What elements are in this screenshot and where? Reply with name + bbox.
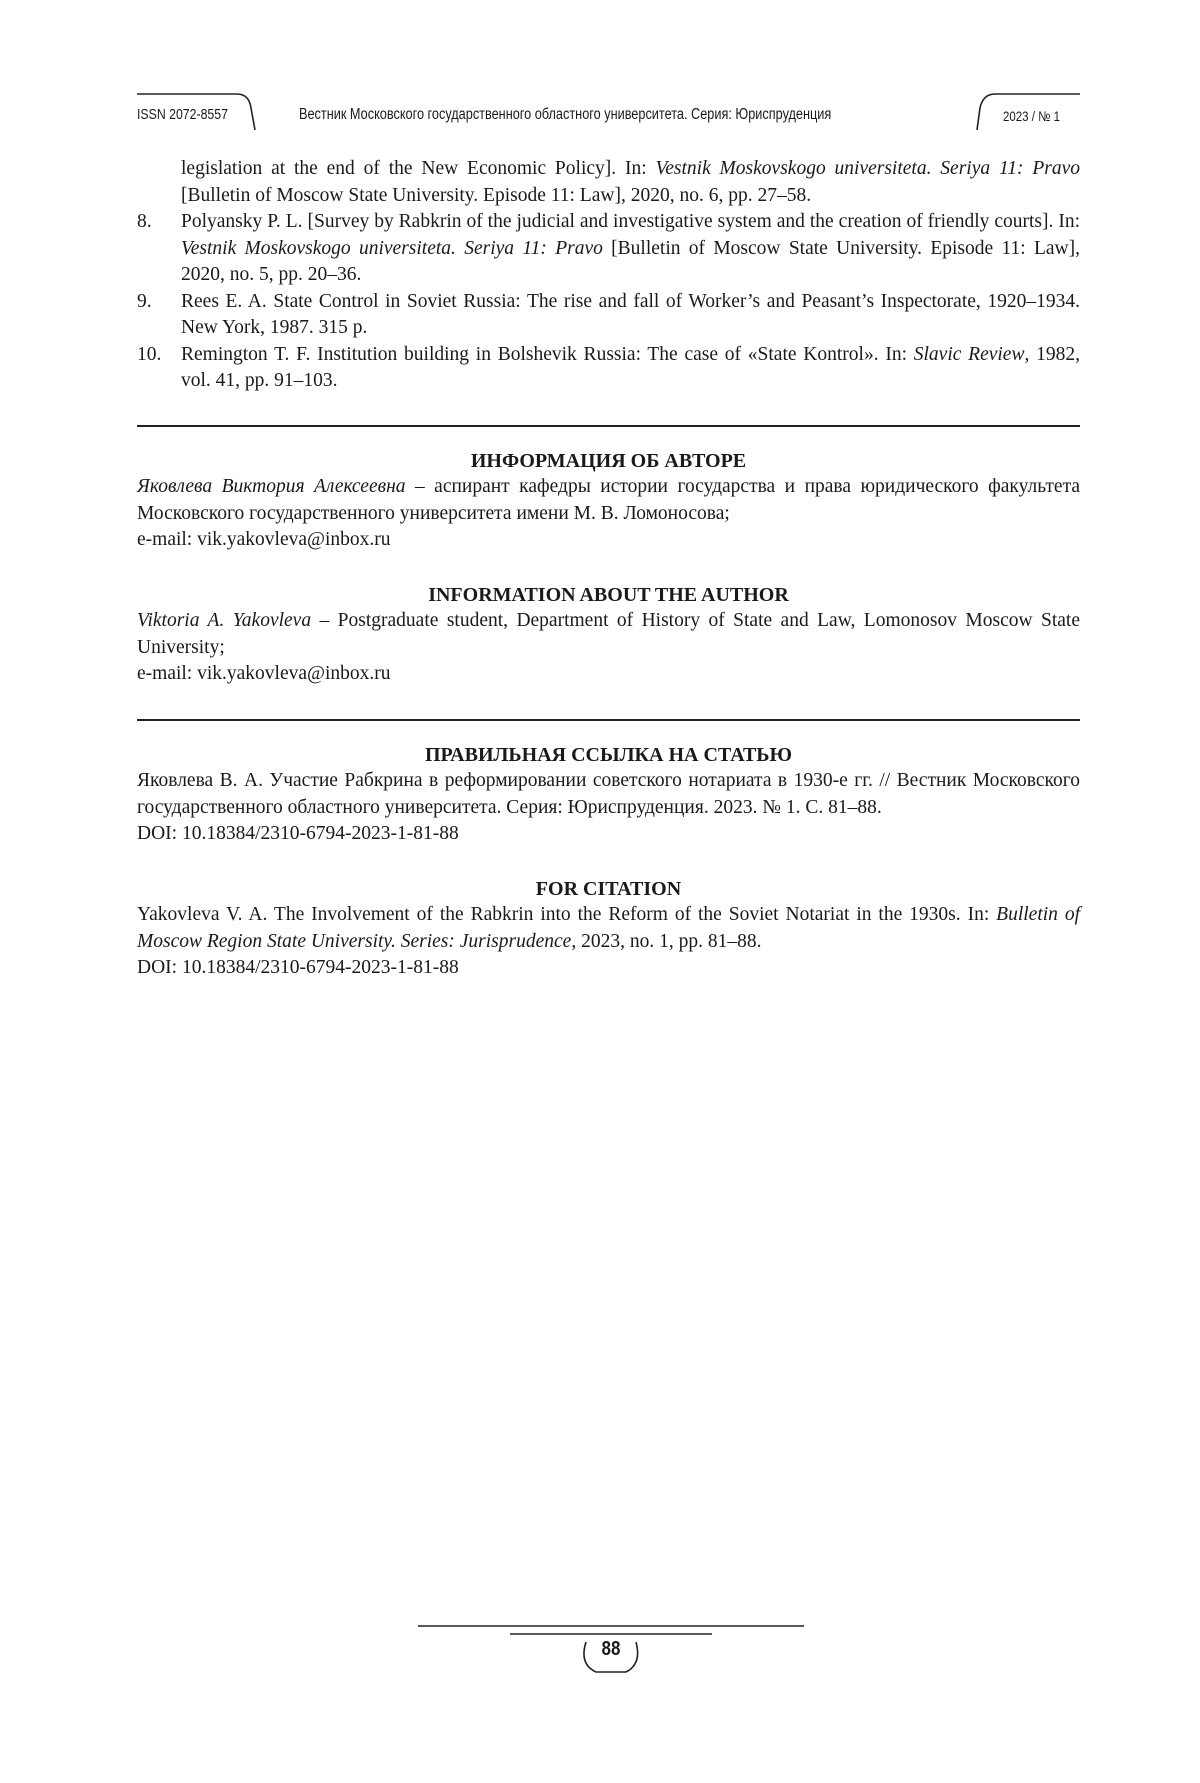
citation-text: Яковлева В. А. Участие Рабкрина в реформировании советского нотариата в 1930-е гг. // Вестник Московского государственного областного университета. Серия: Юриспруденция. 2023. № 1. С. 81–88.	[137, 770, 1080, 818]
journal-title: Вестник Московского государственного областного университета. Серия: Юриспруденция	[299, 106, 832, 123]
reference-continuation	[137, 156, 1080, 209]
ref-italic: Vestnik Moskovskogo universiteta. Seriya 11: Pravo	[181, 237, 603, 259]
running-header	[137, 88, 1080, 140]
author-info-ru	[137, 448, 1080, 554]
citation-ru	[137, 742, 1080, 848]
ref-text: Rees E. A. State Control in Soviet Russia: The rise and fall of Worker’s and Peasant’s Inspectorate, 1920–1934. New York, 1987. 315 p.	[181, 290, 1080, 338]
author-email: e-mail: vik.yakovleva@inbox.ru	[137, 663, 391, 684]
ref-text: legislation at the end of the New Economic Policy]. In:	[181, 158, 656, 179]
citation-en	[137, 876, 1080, 982]
section-title: ПРАВИЛЬНАЯ ССЫЛКА НА СТАТЬЮ	[424, 744, 793, 766]
ref-text: Remington T. F. Institution building in Bolshevik Russia: The case of «State Kontrol». In:	[181, 343, 914, 365]
author-name: Яковлева Виктория Алексеевна	[137, 476, 406, 497]
citation-doi: DOI: 10.18384/2310-6794-2023-1-81-88	[137, 823, 459, 844]
citation-text-part: , 2023, no. 1, pp. 81–88.	[571, 930, 762, 952]
citation-doi: DOI: 10.18384/2310-6794-2023-1-81-88	[137, 957, 459, 978]
ref-text: , 1982, vol. 41, pp. 91–103.	[181, 343, 1080, 391]
reference-item	[137, 342, 1080, 395]
issue-label: 2023 / № 1	[1003, 108, 1061, 124]
author-email: e-mail: vik.yakovleva@inbox.ru	[137, 529, 391, 550]
author-name: Viktoria A. Yakovleva	[137, 610, 312, 631]
author-desc-text: – Postgraduate student, Department of History of State and Law, Lomonosov Moscow State University;	[137, 610, 1080, 658]
citation-text-part: Yakovleva V. A. The Involvement of the Rabkrin into the Reform of the Soviet Notariat in the 1930s. In:	[137, 904, 997, 925]
reference-item	[137, 289, 1080, 342]
author-description	[137, 608, 1080, 661]
page-footer	[416, 1620, 806, 1680]
reference-list	[137, 156, 1080, 395]
page-number: 88	[601, 1638, 621, 1660]
issn-label: ISSN 2072-8557	[137, 106, 228, 123]
section-title: INFORMATION ABOUT THE AUTHOR	[428, 584, 789, 606]
ref-text: [Bulletin of Moscow State University. Episode 11: Law], 2020, no. 5, pp. 20–36.	[181, 237, 1080, 285]
ref-italic: Slavic Review	[913, 343, 1025, 365]
ref-text: Polyansky P. L. [Survey by Rabkrin of the judicial and investigative system and the creation of friendly courts]. In:	[181, 211, 1080, 232]
divider	[137, 719, 1080, 721]
reference-item	[137, 209, 1080, 289]
ref-number: 10.	[137, 343, 162, 365]
ref-text: [Bulletin of Moscow State University. Episode 11: Law], 2020, no. 6, pp. 27–58.	[181, 184, 812, 206]
citation-journal: Bulletin of Moscow Region State University. Series: Jurisprudence	[137, 904, 1081, 952]
divider	[137, 425, 1080, 427]
author-desc-text: – аспирант кафедры истории государства и права юридического факультета Московского государственного университета имени М. В. Ломоносова;	[137, 476, 1080, 524]
section-title: ИНФОРМАЦИЯ ОБ АВТОРЕ	[470, 450, 747, 472]
citation-text	[137, 902, 1080, 955]
author-info-en	[137, 582, 1080, 688]
ref-italic: Vestnik Moskovskogo universiteta. Seriya 11: Pravo	[655, 158, 1080, 179]
author-description	[137, 474, 1080, 527]
ref-number: 8.	[137, 211, 152, 232]
section-title: FOR CITATION	[535, 878, 682, 900]
ref-number: 9.	[137, 290, 152, 312]
